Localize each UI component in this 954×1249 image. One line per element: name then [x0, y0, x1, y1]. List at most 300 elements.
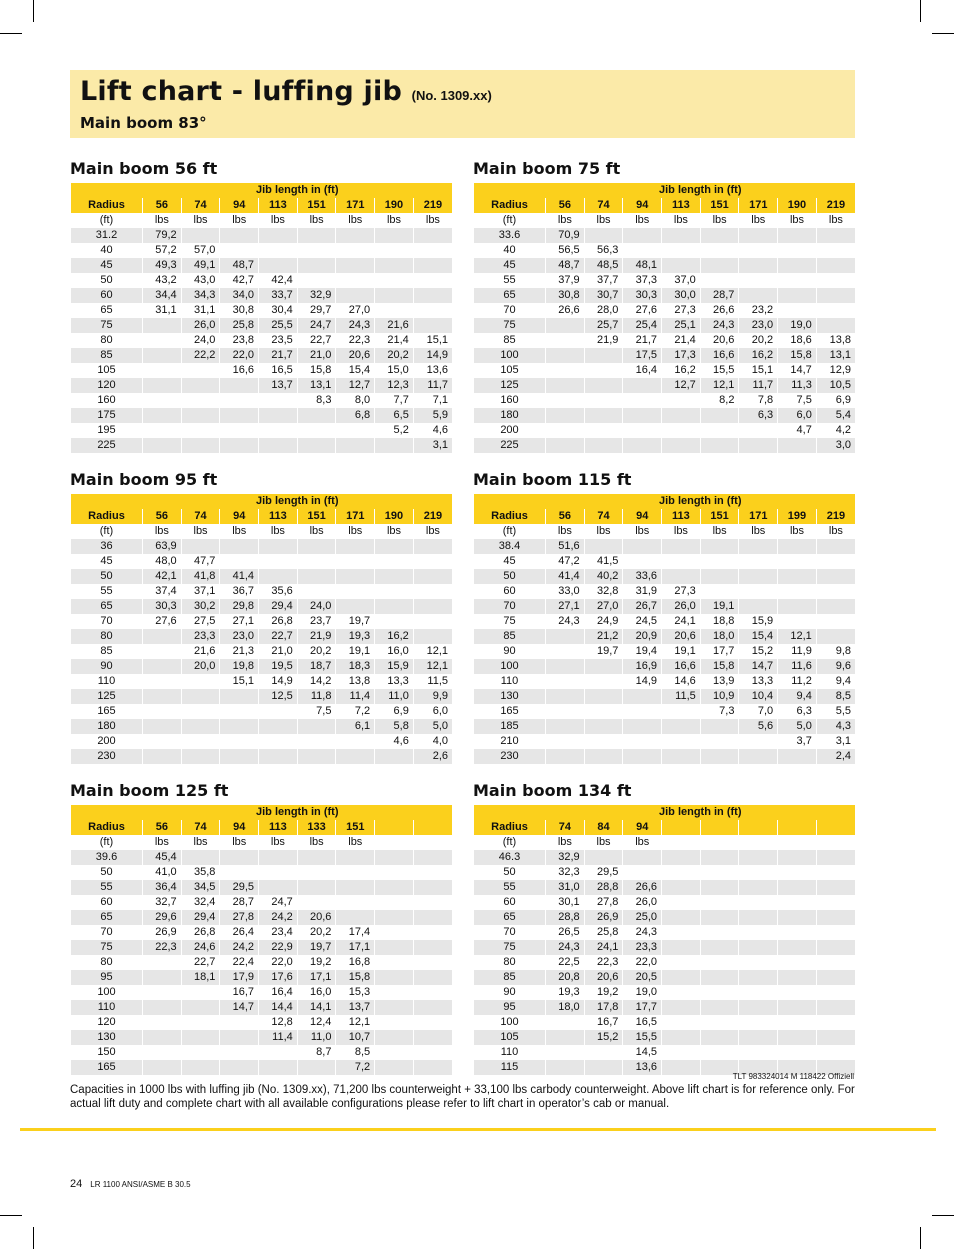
capacity-cell [662, 393, 701, 408]
radius-cell: 55 [474, 880, 546, 895]
capacity-cell: 32,3 [546, 865, 585, 880]
capacity-cell: 22,3 [143, 940, 182, 955]
capacity-cell: 56,3 [584, 243, 623, 258]
capacity-cell [297, 438, 336, 453]
capacity-cell [816, 1030, 855, 1045]
table-row [474, 970, 856, 985]
capacity-cell: 15,1 [739, 363, 778, 378]
radius-cell: 160 [71, 393, 143, 408]
jib-length-col: 171 [739, 509, 778, 524]
capacity-cell: 26,7 [623, 599, 662, 614]
capacity-cell [700, 408, 739, 423]
capacity-cell [181, 378, 220, 393]
capacity-cell [375, 288, 414, 303]
jib-length-col [739, 820, 778, 835]
load-unit: lbs [700, 213, 739, 228]
capacity-cell [546, 378, 585, 393]
table-title: Main boom 56 ft [70, 159, 218, 178]
capacity-cell: 56,5 [546, 243, 585, 258]
capacity-cell: 27,5 [181, 614, 220, 629]
capacity-cell [375, 584, 414, 599]
capacity-cell [778, 910, 817, 925]
capacity-cell: 20,5 [623, 970, 662, 985]
radius-header: Radius [474, 198, 546, 213]
table-row [71, 749, 453, 764]
table-row [71, 1030, 453, 1045]
capacity-cell: 14,6 [662, 674, 701, 689]
table-row [474, 985, 856, 1000]
capacity-cell [816, 318, 855, 333]
capacity-cell [778, 228, 817, 243]
capacity-cell [259, 408, 298, 423]
capacity-cell [816, 1000, 855, 1015]
table-row [71, 719, 453, 734]
radius-cell: 95 [474, 1000, 546, 1015]
capacity-cell: 14,9 [623, 674, 662, 689]
load-unit: lbs [143, 835, 182, 850]
capacity-cell [259, 1045, 298, 1060]
capacity-cell [623, 438, 662, 453]
capacity-cell: 28,8 [546, 910, 585, 925]
capacity-cell: 6,1 [336, 719, 375, 734]
capacity-cell [181, 393, 220, 408]
table-row [71, 970, 453, 985]
capacity-cell: 24,2 [259, 910, 298, 925]
load-unit: lbs [220, 835, 259, 850]
capacity-cell [584, 674, 623, 689]
capacity-cell [546, 704, 585, 719]
capacity-cell [623, 749, 662, 764]
capacity-cell: 19,1 [662, 644, 701, 659]
capacity-cell: 21,9 [584, 333, 623, 348]
capacity-cell: 12,7 [662, 378, 701, 393]
radius-unit: (ft) [71, 213, 143, 228]
capacity-cell [181, 1060, 220, 1075]
capacity-cell [375, 554, 414, 569]
capacity-cell: 19,8 [220, 659, 259, 674]
capacity-cell [623, 228, 662, 243]
capacity-cell [816, 985, 855, 1000]
capacity-cell [375, 880, 414, 895]
capacity-cell [739, 880, 778, 895]
capacity-cell: 41,4 [220, 569, 259, 584]
capacity-cell [816, 243, 855, 258]
capacity-cell [220, 1045, 259, 1060]
jib-length-header: Jib length in (ft) [143, 183, 453, 198]
table-row [474, 689, 856, 704]
capacity-cell: 22,7 [259, 629, 298, 644]
capacity-cell: 30,0 [662, 288, 701, 303]
capacity-cell [181, 1000, 220, 1015]
capacity-cell: 16,4 [623, 363, 662, 378]
capacity-cell: 18,0 [546, 1000, 585, 1015]
table-row [71, 288, 453, 303]
capacity-cell: 57,0 [181, 243, 220, 258]
capacity-cell: 34,4 [143, 288, 182, 303]
capacity-cell [778, 850, 817, 865]
capacity-cell [143, 408, 182, 423]
capacity-cell: 21,6 [181, 644, 220, 659]
capacity-cell [816, 970, 855, 985]
capacity-cell: 11,2 [778, 674, 817, 689]
capacity-cell [220, 438, 259, 453]
unit-row [71, 835, 453, 850]
table-row [474, 850, 856, 865]
capacity-cell: 37,4 [143, 584, 182, 599]
capacity-cell [662, 258, 701, 273]
capacity-cell [297, 880, 336, 895]
capacity-cell: 22,2 [181, 348, 220, 363]
capacity-cell: 16,7 [584, 1015, 623, 1030]
capacity-cell: 21,2 [584, 629, 623, 644]
capacity-cell [413, 539, 452, 554]
radius-cell: 65 [474, 910, 546, 925]
capacity-cell [220, 554, 259, 569]
capacity-cell: 8,0 [336, 393, 375, 408]
capacity-cell: 8,2 [700, 393, 739, 408]
load-unit: lbs [546, 524, 585, 539]
capacity-cell [584, 1045, 623, 1060]
capacity-cell [143, 393, 182, 408]
capacity-cell [739, 258, 778, 273]
capacity-cell: 37,3 [623, 273, 662, 288]
capacity-cell [778, 1000, 817, 1015]
capacity-cell: 14,5 [623, 1045, 662, 1060]
table-row [71, 243, 453, 258]
table-row [474, 393, 856, 408]
table-row [474, 348, 856, 363]
jib-length-col [375, 820, 414, 835]
capacity-cell: 24,1 [584, 940, 623, 955]
capacity-cell [336, 554, 375, 569]
capacity-cell: 29,8 [220, 599, 259, 614]
capacity-cell [778, 880, 817, 895]
load-unit: lbs [259, 213, 298, 228]
capacity-cell: 13,1 [297, 378, 336, 393]
capacity-cell: 27,8 [584, 895, 623, 910]
column-header-row [71, 509, 453, 524]
table-row [474, 659, 856, 674]
capacity-cell: 16,8 [336, 955, 375, 970]
capacity-cell: 11,4 [259, 1030, 298, 1045]
capacity-cell [413, 228, 452, 243]
capacity-cell: 20,2 [739, 333, 778, 348]
capacity-cell [143, 719, 182, 734]
jib-header-row [71, 494, 453, 509]
capacity-cell [739, 850, 778, 865]
capacity-cell: 17,8 [584, 1000, 623, 1015]
jib-length-col [816, 820, 855, 835]
capacity-cell [375, 865, 414, 880]
capacity-cell [700, 554, 739, 569]
capacity-cell [739, 734, 778, 749]
capacity-cell: 5,6 [739, 719, 778, 734]
table-row [474, 629, 856, 644]
capacity-cell [375, 895, 414, 910]
capacity-cell: 20,2 [297, 644, 336, 659]
capacity-cell [778, 925, 817, 940]
table-row [71, 423, 453, 438]
capacity-cell: 31,9 [623, 584, 662, 599]
jib-length-col: 219 [816, 198, 855, 213]
capacity-cell: 21,7 [623, 333, 662, 348]
table-row [71, 1000, 453, 1015]
capacity-cell [336, 880, 375, 895]
capacity-cell [297, 539, 336, 554]
capacity-cell: 42,4 [259, 273, 298, 288]
capacity-cell: 29,5 [584, 865, 623, 880]
jib-length-col: 56 [546, 198, 585, 213]
load-unit: lbs [413, 213, 452, 228]
radius-header: Radius [71, 509, 143, 524]
capacity-cell: 12,1 [413, 644, 452, 659]
capacity-cell: 16,6 [662, 659, 701, 674]
capacity-cell: 7,1 [413, 393, 452, 408]
jib-length-col: 74 [546, 820, 585, 835]
capacity-cell: 7,0 [739, 704, 778, 719]
radius-cell: 50 [474, 865, 546, 880]
capacity-cell [546, 1015, 585, 1030]
capacity-cell: 13,7 [336, 1000, 375, 1015]
capacity-cell: 15,5 [623, 1030, 662, 1045]
capacity-cell [220, 865, 259, 880]
capacity-cell: 17,4 [336, 925, 375, 940]
capacity-cell [375, 569, 414, 584]
capacity-cell [816, 1015, 855, 1030]
capacity-cell [220, 378, 259, 393]
radius-cell: 75 [71, 940, 143, 955]
capacity-cell [413, 940, 452, 955]
radius-cell: 40 [474, 243, 546, 258]
jib-length-col: 113 [259, 198, 298, 213]
capacity-cell: 20,2 [297, 925, 336, 940]
capacity-cell [816, 539, 855, 554]
capacity-cell: 9,8 [816, 644, 855, 659]
capacity-cell [700, 584, 739, 599]
capacity-cell [739, 539, 778, 554]
capacity-cell: 28,7 [220, 895, 259, 910]
capacity-cell [662, 228, 701, 243]
capacity-cell [413, 925, 452, 940]
capacity-cell: 30,4 [259, 303, 298, 318]
capacity-cell: 7,2 [336, 704, 375, 719]
capacity-cell: 6,8 [336, 408, 375, 423]
capacity-cell [375, 228, 414, 243]
capacity-cell [739, 985, 778, 1000]
radius-cell: 165 [474, 704, 546, 719]
capacity-cell: 20,2 [375, 348, 414, 363]
radius-cell: 60 [71, 288, 143, 303]
capacity-cell: 13,8 [336, 674, 375, 689]
capacity-cell [143, 363, 182, 378]
table-title: Main boom 115 ft [473, 470, 632, 489]
capacity-cell [700, 569, 739, 584]
capacity-cell [413, 1045, 452, 1060]
capacity-cell [584, 228, 623, 243]
table-block [473, 469, 855, 764]
capacity-cell: 63,9 [143, 539, 182, 554]
table-title: Main boom 125 ft [70, 781, 229, 800]
radius-header: Radius [474, 509, 546, 524]
jib-length-col: 84 [584, 820, 623, 835]
capacity-cell: 13,7 [259, 378, 298, 393]
radius-cell: 70 [71, 614, 143, 629]
capacity-cell [259, 1060, 298, 1075]
capacity-cell [584, 850, 623, 865]
table-row [474, 303, 856, 318]
capacity-cell: 24,5 [623, 614, 662, 629]
radius-cell: 45 [474, 554, 546, 569]
load-unit: lbs [336, 524, 375, 539]
capacity-cell: 15,8 [700, 659, 739, 674]
capacity-cell: 37,9 [546, 273, 585, 288]
jib-length-col [662, 820, 701, 835]
capacity-cell [778, 970, 817, 985]
table-row [474, 363, 856, 378]
capacity-cell: 18,6 [778, 333, 817, 348]
load-unit: lbs [181, 524, 220, 539]
capacity-cell [700, 243, 739, 258]
capacity-cell [259, 704, 298, 719]
capacity-cell [623, 243, 662, 258]
capacity-cell [375, 985, 414, 1000]
capacity-cell: 24,3 [700, 318, 739, 333]
capacity-cell: 4,6 [375, 734, 414, 749]
capacity-cell: 4,2 [816, 423, 855, 438]
capacity-cell [143, 333, 182, 348]
capacity-cell: 30,7 [584, 288, 623, 303]
capacity-cell [181, 749, 220, 764]
load-unit: lbs [623, 524, 662, 539]
capacity-cell [546, 363, 585, 378]
load-unit: lbs [778, 524, 817, 539]
table-block [473, 158, 855, 453]
capacity-cell [546, 644, 585, 659]
capacity-cell [816, 288, 855, 303]
capacity-cell: 15,8 [778, 348, 817, 363]
load-unit: lbs [739, 213, 778, 228]
capacity-cell: 32,4 [181, 895, 220, 910]
capacity-cell [336, 273, 375, 288]
capacity-cell: 48,0 [143, 554, 182, 569]
capacity-cell [778, 438, 817, 453]
capacity-cell: 12,1 [700, 378, 739, 393]
capacity-cell: 37,7 [584, 273, 623, 288]
jib-length-col [413, 820, 452, 835]
capacity-cell: 24,0 [297, 599, 336, 614]
capacity-cell [778, 895, 817, 910]
capacity-cell [778, 554, 817, 569]
radius-cell: 120 [71, 378, 143, 393]
lift-table [70, 183, 452, 453]
capacity-cell: 8,5 [336, 1045, 375, 1060]
capacity-cell: 42,7 [220, 273, 259, 288]
capacity-cell [816, 569, 855, 584]
capacity-cell [181, 408, 220, 423]
radius-cell: 75 [71, 318, 143, 333]
load-unit: lbs [297, 835, 336, 850]
capacity-cell: 20,6 [584, 970, 623, 985]
radius-cell: 75 [474, 614, 546, 629]
capacity-cell [143, 438, 182, 453]
capacity-cell [336, 734, 375, 749]
capacity-cell: 19,4 [623, 644, 662, 659]
table-row [474, 599, 856, 614]
capacity-cell [143, 1030, 182, 1045]
capacity-cell: 15,3 [336, 985, 375, 1000]
capacity-cell [220, 408, 259, 423]
radius-cell: 33.6 [474, 228, 546, 243]
header-cell [71, 183, 143, 198]
capacity-cell: 22,7 [181, 955, 220, 970]
table-row [474, 554, 856, 569]
capacity-cell [336, 569, 375, 584]
table-row [71, 955, 453, 970]
capacity-cell: 17,1 [297, 970, 336, 985]
capacity-cell [662, 865, 701, 880]
capacity-cell: 28,8 [584, 880, 623, 895]
capacity-cell [297, 895, 336, 910]
capacity-cell [700, 1015, 739, 1030]
capacity-cell: 22,3 [584, 955, 623, 970]
capacity-cell [584, 393, 623, 408]
table-row [71, 363, 453, 378]
capacity-cell [816, 880, 855, 895]
capacity-cell [143, 1045, 182, 1060]
table-row [71, 614, 453, 629]
capacity-cell [375, 1015, 414, 1030]
radius-unit: (ft) [474, 213, 546, 228]
capacity-cell: 32,9 [297, 288, 336, 303]
capacity-cell: 4,0 [413, 734, 452, 749]
capacity-cell: 25,5 [259, 318, 298, 333]
jib-length-col: 94 [623, 509, 662, 524]
capacity-cell: 16,5 [623, 1015, 662, 1030]
load-unit: lbs [739, 524, 778, 539]
capacity-cell [584, 719, 623, 734]
capacity-cell: 41,8 [181, 569, 220, 584]
capacity-cell: 18,8 [700, 614, 739, 629]
capacity-cell: 26,0 [181, 318, 220, 333]
capacity-cell: 4,6 [413, 423, 452, 438]
capacity-cell [336, 895, 375, 910]
capacity-cell [700, 438, 739, 453]
table-row [71, 659, 453, 674]
load-unit: lbs [220, 213, 259, 228]
capacity-cell: 24,9 [584, 614, 623, 629]
capacity-cell [259, 423, 298, 438]
capacity-cell: 23,3 [181, 629, 220, 644]
table-row [474, 318, 856, 333]
radius-cell: 70 [474, 599, 546, 614]
capacity-cell: 11,0 [297, 1030, 336, 1045]
capacity-cell: 17,7 [700, 644, 739, 659]
capacity-cell: 16,6 [220, 363, 259, 378]
capacity-cell [778, 303, 817, 318]
capacity-cell [662, 910, 701, 925]
capacity-cell [662, 940, 701, 955]
capacity-cell: 19,2 [584, 985, 623, 1000]
capacity-cell [259, 438, 298, 453]
radius-cell: 105 [474, 1030, 546, 1045]
capacity-cell [739, 228, 778, 243]
capacity-cell [816, 228, 855, 243]
jib-length-header: Jib length in (ft) [546, 805, 856, 820]
capacity-cell [413, 303, 452, 318]
radius-cell: 130 [474, 689, 546, 704]
capacity-cell [413, 985, 452, 1000]
capacity-cell: 29,4 [181, 910, 220, 925]
